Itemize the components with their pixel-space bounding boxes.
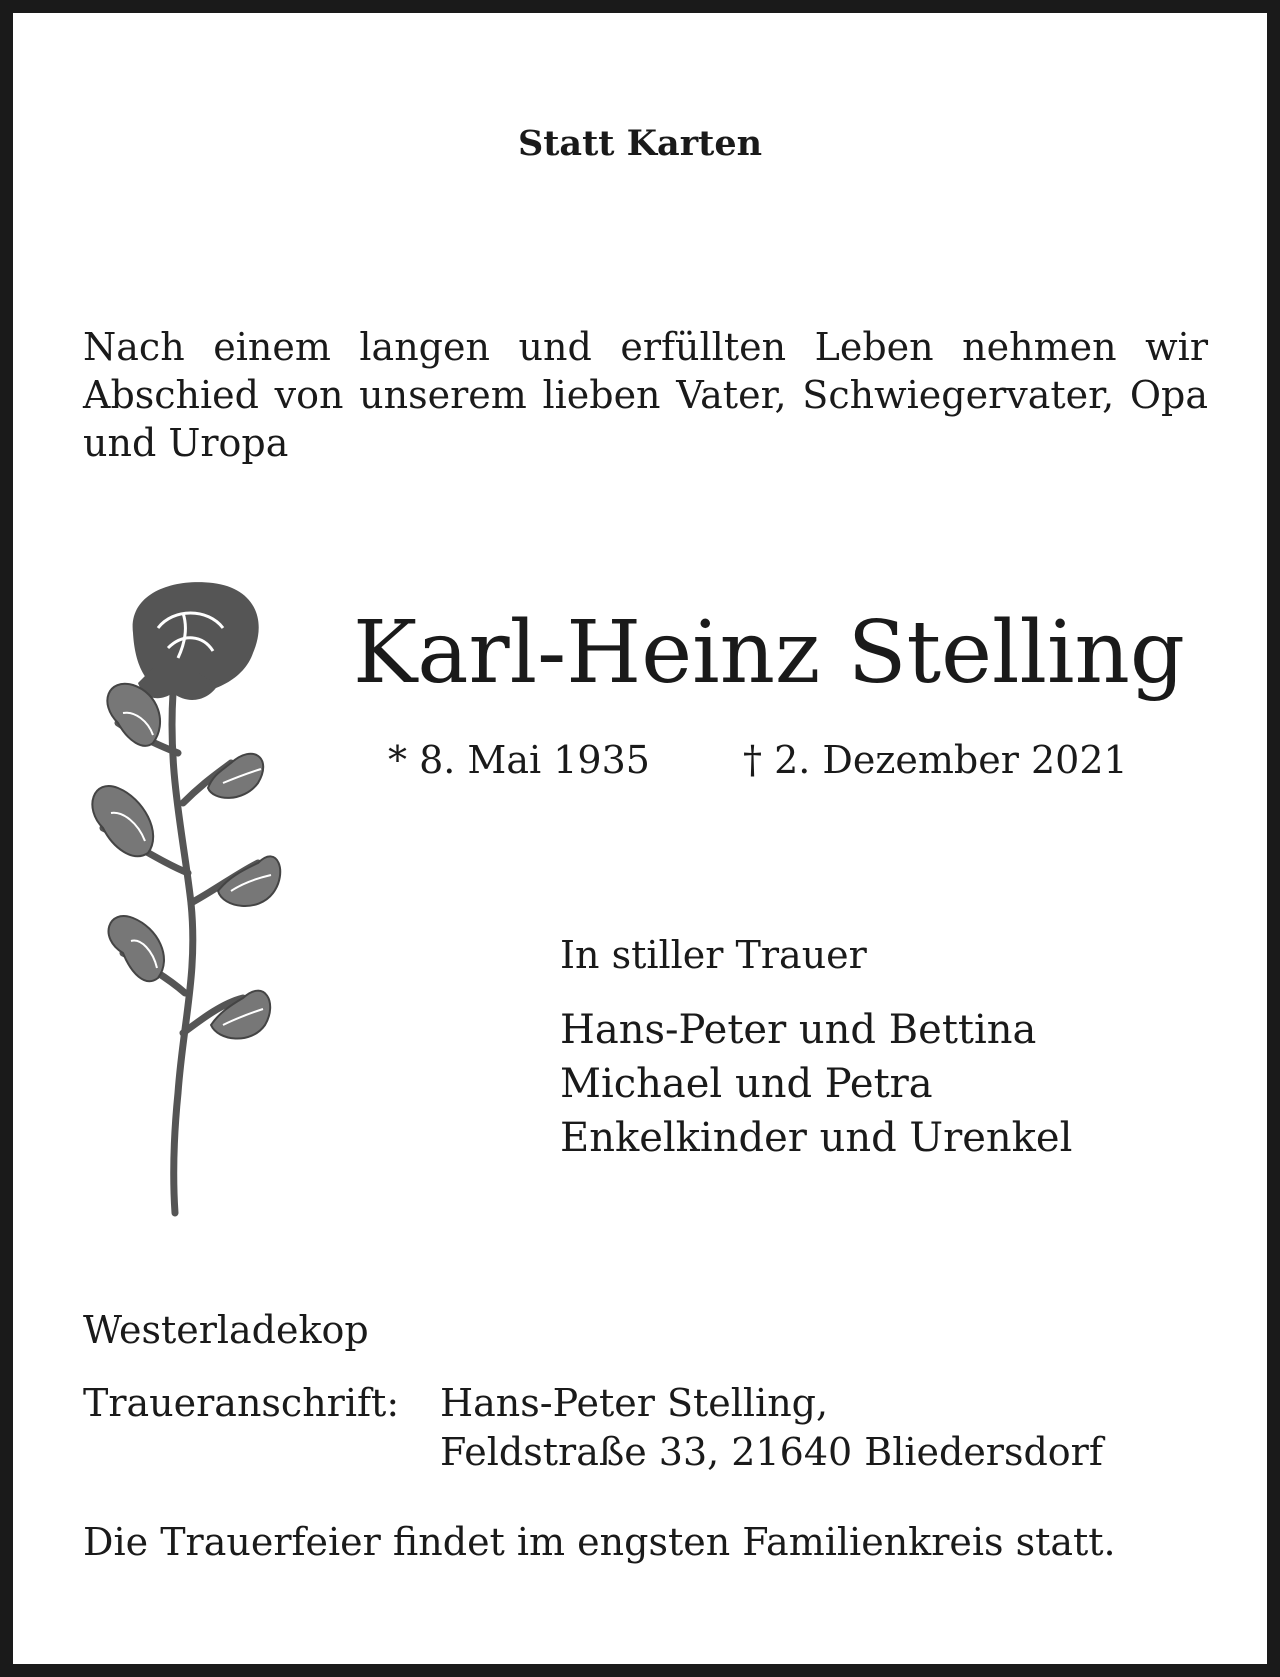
- address-label: Traueranschrift:: [83, 1381, 400, 1425]
- deceased-name: Karl-Heinz Stelling: [353, 603, 1185, 703]
- mourning-phrase: In stiller Trauer: [560, 933, 867, 977]
- birth-date: * 8. Mai 1935: [388, 738, 650, 782]
- address-line-2: Feldstraße 33, 21640 Bliedersdorf: [440, 1430, 1103, 1474]
- rose-icon: [73, 573, 283, 1223]
- footer-note: Die Trauerfeier findet im engsten Familienkreis statt.: [83, 1520, 1116, 1564]
- header-title: Statt Karten: [517, 123, 763, 164]
- mourner-line: Michael und Petra: [560, 1061, 933, 1107]
- address-line-1: Hans-Peter Stelling,: [440, 1381, 829, 1425]
- intro-text: Nach einem langen und erfüllten Leben nehmen wir Abschied von unserem lieben Vater, Schwiegervater, Opa und Uropa: [83, 325, 1208, 465]
- mourner-line: Hans-Peter und Bettina: [560, 1007, 1037, 1053]
- location: Westerladekop: [83, 1308, 369, 1352]
- mourner-line: Enkelkinder und Urenkel: [560, 1115, 1073, 1161]
- mourners-list: [560, 1003, 1072, 1165]
- death-date: † 2. Dezember 2021: [743, 738, 1128, 782]
